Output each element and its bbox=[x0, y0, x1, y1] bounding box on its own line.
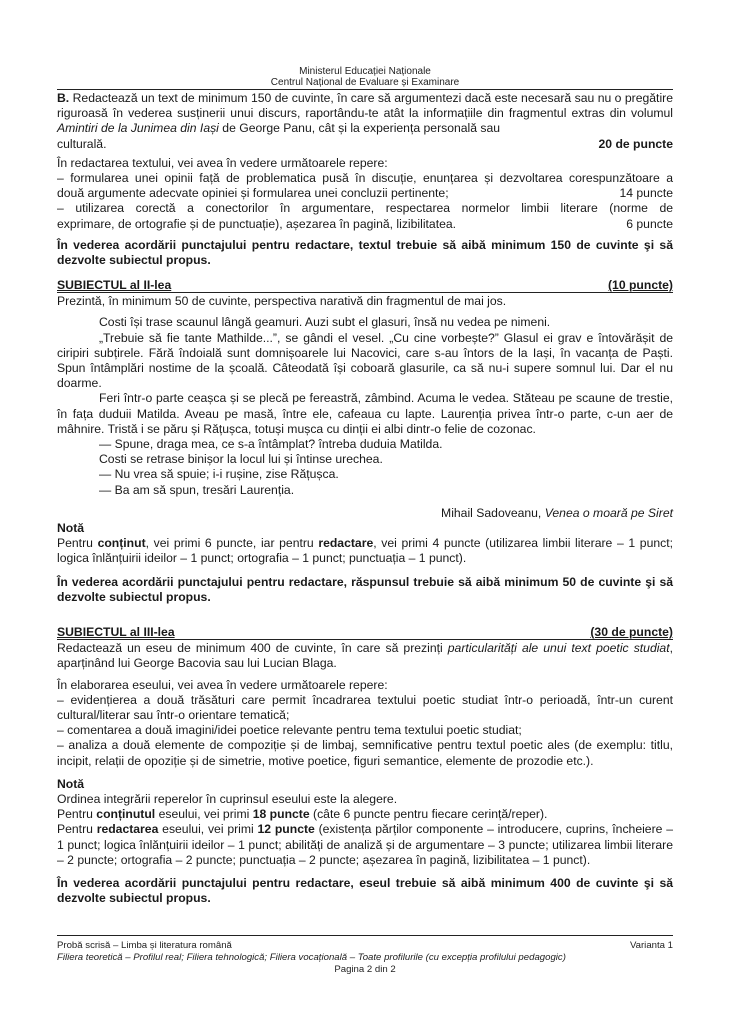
note-part: eseului, vei primi bbox=[158, 822, 258, 837]
source-author: Mihail Sadoveanu, bbox=[441, 505, 545, 520]
center-name: Centrul Național de Evaluare și Examinare bbox=[270, 77, 460, 88]
dialogue-line: — Ba am să spun, tresări Laurenția. bbox=[99, 482, 295, 497]
note-title: Notă bbox=[57, 521, 85, 536]
criterion-text: exprimare, de ortografie și de punctuație), așezarea în pagină, lizibilitatea. bbox=[57, 216, 457, 231]
book-title: Amintiri de la Junimea din Iași bbox=[57, 121, 219, 136]
criterion-text: – formularea unei opinii față de problematica pusă în discuție, enunțarea și dezvoltarea corespunzătoare a bbox=[57, 171, 673, 186]
criterion-points: 14 puncte bbox=[619, 186, 673, 201]
subject-2-requirement: În vederea acordării punctajului pentru redactare, răspunsul trebuie să aibă minimum 50 de cuvinte şi să dezvolte subiectul propus. bbox=[57, 574, 673, 604]
note-part: eseului, vei primi bbox=[155, 807, 253, 822]
subject-3-title: SUBIECTUL al III-lea bbox=[57, 625, 175, 640]
criterion-text: două argumente adecvate opiniei și formularea unei concluzii pertinente; bbox=[57, 186, 449, 201]
footer-divider bbox=[57, 935, 673, 936]
dialogue-line: Costi se retrase binișor la locul lui și întinse urechea. bbox=[99, 452, 383, 467]
note-part: , vei primi 4 puncte (utilizarea limbii literare – 1 punct; logica înlănțuirii ideilor – 1 punct; ortografia – 1 punct; punctuația – 1 punct). bbox=[57, 536, 673, 566]
note-part: (existența părților componente – introducere, cuprins, încheiere – 1 punct; logica înlănțuirii ideilor – 1 punct; abilități de analiză și de argumentare – 3 puncte; utilizarea limbii literare – 2 puncte; ortografia – 2 puncte; punctuația – 2 puncte; așezarea în pagină, lizibilitatea – 1 punct). bbox=[57, 822, 673, 867]
subject-2-heading bbox=[57, 278, 673, 293]
task-italic: particularități ale unui text poetic studiat bbox=[447, 641, 670, 656]
page-header bbox=[57, 0, 673, 90]
note-title: Notă bbox=[57, 776, 85, 791]
note-content bbox=[57, 807, 673, 822]
note-part: (câte 6 puncte pentru fiecare cerință/reper). bbox=[309, 807, 548, 822]
part-b bbox=[57, 91, 673, 268]
criterion bbox=[57, 171, 673, 201]
task-text: Redactează un text de minimum 150 de cuvinte, în care să argumentezi dacă este necesară sau nu o pregătire riguroasă în vederea susținerii unui discurs, raportându-te atât la informațiile din fragmentul extras din volumul bbox=[57, 91, 673, 121]
criterion: – comentarea a două imagini/idei poetice relevante pentru tema textului poetic studiat; bbox=[57, 723, 522, 738]
guidelines-intro: În elaborarea eseului, vei avea în vedere următoarele repere: bbox=[57, 677, 388, 692]
subject-3 bbox=[57, 625, 673, 906]
subject-3-points: (30 de puncte) bbox=[590, 625, 673, 640]
fragment-source bbox=[57, 506, 673, 521]
dialogue-line: — Spune, draga mea, ce s-a întâmplat? întreba duduia Matilda. bbox=[99, 437, 443, 452]
subject-3-task bbox=[57, 641, 673, 671]
note-part: Pentru bbox=[57, 807, 97, 822]
dialogue-line: — Nu vrea să spuie; i-i rușine, zise Rățușca. bbox=[99, 467, 339, 482]
subject-2-task: Prezintă, în minimum 50 de cuvinte, perspectiva narativă din fragmentul de mai jos. bbox=[57, 294, 507, 309]
part-b-task bbox=[57, 91, 673, 137]
subject-2-points: (10 puncte) bbox=[607, 278, 673, 293]
note-part: , vei primi 6 puncte, iar pentru bbox=[145, 536, 319, 551]
page-footer bbox=[57, 935, 673, 976]
subject-2 bbox=[57, 278, 673, 605]
task-text: culturală. bbox=[57, 136, 107, 151]
exam-name: Probă scrisă – Limba și literatura română bbox=[57, 940, 232, 951]
profile-line: Filiera teoretică – Profilul real; Filiera tehnologică; Filiera vocațională – Toate profilurile (cu excepția profilului pedagogic) bbox=[57, 952, 566, 963]
header-divider bbox=[57, 89, 673, 90]
note-bold: conținutul bbox=[96, 807, 156, 822]
source-title: Venea o moară pe Siret bbox=[544, 505, 673, 520]
subject-2-title: SUBIECTUL al II-lea bbox=[57, 278, 172, 293]
note-text bbox=[57, 536, 673, 566]
fragment-paragraph: „Trebuie să fie tante Mathilde...”, se gândi el vesel. „Cu cine vorbește?” Glasul ei grav e întovărășit de ciripiri subțirele. Fără îndoială sunt domnișoarele lui Nacovici, care s-au întors de la Iași, în vacanța de Paști. Spun întâmplări nostime de la școală. Câteodată își coboară glasurile, ca să nu-i supere somnul lui. Dar el nu doarme. bbox=[57, 330, 673, 391]
criterion-points: 6 puncte bbox=[626, 216, 673, 231]
ministry-name: Ministerul Educației Naționale bbox=[299, 66, 431, 77]
fragment-paragraph: Costi își trase scaunul lângă geamuri. Auzi subt el glasuri, însă nu vedea pe nimeni. bbox=[99, 315, 551, 330]
part-b-requirement: În vederea acordării punctajului pentru redactare, textul trebuie să aibă minimum 150 de cuvinte şi să dezvolte subiectul propus. bbox=[57, 237, 673, 268]
part-b-points-row bbox=[57, 137, 673, 152]
footer-row bbox=[57, 940, 673, 952]
note-bold: 12 puncte bbox=[257, 822, 315, 837]
note-part: Pentru bbox=[57, 536, 98, 551]
guidelines-intro: În redactarea textului, vei avea în vedere următoarele repere: bbox=[57, 155, 388, 170]
page-number: Pagina 2 din 2 bbox=[334, 964, 396, 975]
part-b-points: 20 de puncte bbox=[598, 136, 673, 151]
note-redact bbox=[57, 822, 673, 868]
note-bold: redactare bbox=[318, 536, 374, 551]
criterion bbox=[57, 201, 673, 231]
note-bold: 18 puncte bbox=[252, 807, 310, 822]
part-b-label: B. bbox=[57, 91, 70, 105]
note-part: Pentru bbox=[57, 822, 97, 837]
task-text: , aparținând lui George Bacovia sau lui Lucian Blaga. bbox=[57, 641, 673, 671]
fragment-paragraph: Feri într-o parte ceașca și se plecă pe fereastră, zâmbind. Acuma le vedea. Stăteau pe scaune de trestie, în fața duduii Matilda. Aveau pe masă, între ele, cafeaua cu lapte. Laurenția privea într-o parte, c-un aer de mâhnire. Tristă i se păru și Rățușca, totuși mușca cu dinții ei albi dintr-o felie de cozonac. bbox=[57, 391, 673, 436]
exam-page bbox=[57, 0, 673, 906]
variant-label: Varianta 1 bbox=[629, 940, 673, 951]
subject-3-requirement: În vederea acordării punctajului pentru redactare, eseul trebuie să aibă minimum 400 de cuvinte şi să dezvolte subiectul propus. bbox=[57, 875, 673, 906]
task-text: Redactează un eseu de minimum 400 de cuvinte, în care să prezinți bbox=[57, 641, 448, 656]
note-order: Ordinea integrării reperelor în cuprinsul eseului este la alegere. bbox=[57, 791, 398, 806]
task-text: de George Panu, cât și la experiența personală sau bbox=[218, 121, 501, 136]
criterion: – evidențierea a două trăsături care permit încadrarea textului poetic studiat într-o perioadă, într-un curent cultural/literar sau într-o orientare tematică; bbox=[57, 692, 673, 722]
subject-3-heading bbox=[57, 625, 673, 640]
criterion: – analiza a două elemente de compoziție și de limbaj, semnificative pentru textul poetic ales (de exemplu: titlu, incipit, relații de opoziție și de simetrie, motive poetice, figuri semantice, elemente de prozodie etc.). bbox=[57, 738, 673, 768]
note-bold: redactarea bbox=[96, 822, 159, 837]
note-bold: conținut bbox=[97, 536, 146, 551]
criterion-text: – utilizarea corectă a conectorilor în argumentare, respectarea normelor limbii literare (norme de bbox=[57, 201, 673, 216]
